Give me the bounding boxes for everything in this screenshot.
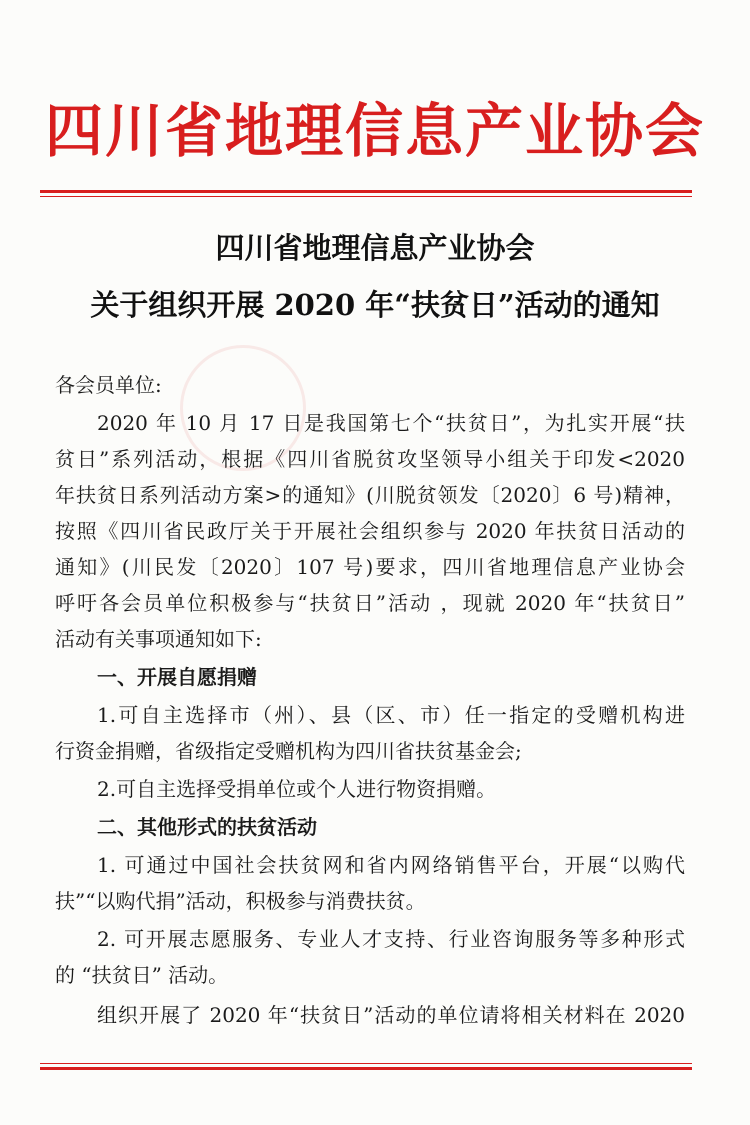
section2-item1-line1: 1. 可通过中国社会扶贫网和省内网络销售平台，开展“以购代 (97, 853, 685, 877)
document-title-line2: 关于组织开展 2020 年“扶贫日”活动的通知 (90, 288, 660, 322)
masthead-rule-thick (40, 190, 692, 193)
body-paragraph-line: 贫日”系列活动，根据《四川省脱贫攻坚领导小组关于印发<2020 (55, 447, 685, 471)
salutation: 各会员单位: (55, 373, 162, 397)
masthead-org-name: 四川省地理信息产业协会 (44, 97, 705, 165)
section-heading-2: 二、其他形式的扶贫活动 (97, 815, 317, 839)
section1-item1-line1: 1.可自主选择市（州）、县（区、市）任一指定的受赠机构进 (97, 703, 685, 727)
section1-item2: 2.可自主选择受捐单位或个人进行物资捐赠。 (97, 777, 497, 801)
section1-item1-line2: 行资金捐赠，省级指定受赠机构为四川省扶贫基金会; (55, 739, 522, 763)
closing-line: 组织开展了 2020 年“扶贫日”活动的单位请将相关材料在 2020 (97, 1003, 685, 1027)
body-paragraph-line: 按照《四川省民政厅关于开展社会组织参与 2020 年扶贫日活动的 (55, 519, 685, 543)
body-paragraph-line: 通知》(川民发〔2020〕107 号)要求，四川省地理信息产业协会 (55, 555, 685, 579)
footer-rule-thick (40, 1067, 692, 1070)
body-paragraph-line: 活动有关事项通知如下: (55, 627, 262, 651)
body-paragraph-line: 呼吁各会员单位积极参与“扶贫日”活动 ，现就 2020 年“扶贫日” (55, 591, 685, 615)
section2-item1-line2: 扶”“以购代捐”活动，积极参与消费扶贫。 (55, 889, 426, 913)
section2-item2-line1: 2. 可开展志愿服务、专业人才支持、行业咨询服务等多种形式 (97, 927, 685, 951)
body-paragraph-line: 年扶贫日系列活动方案>的通知》(川脱贫领发〔2020〕6 号)精神， (55, 483, 685, 507)
document-title-line1: 四川省地理信息产业协会 (215, 231, 535, 265)
section2-item2-line2: 的 “扶贫日” 活动。 (55, 963, 229, 987)
body-paragraph-line: 2020 年 10 月 17 日是我国第七个“扶贫日”，为扎实开展“扶 (97, 411, 685, 435)
masthead-rule-thin (40, 196, 692, 197)
footer-rule-thin (40, 1063, 692, 1064)
section-heading-1: 一、开展自愿捐赠 (97, 665, 257, 689)
